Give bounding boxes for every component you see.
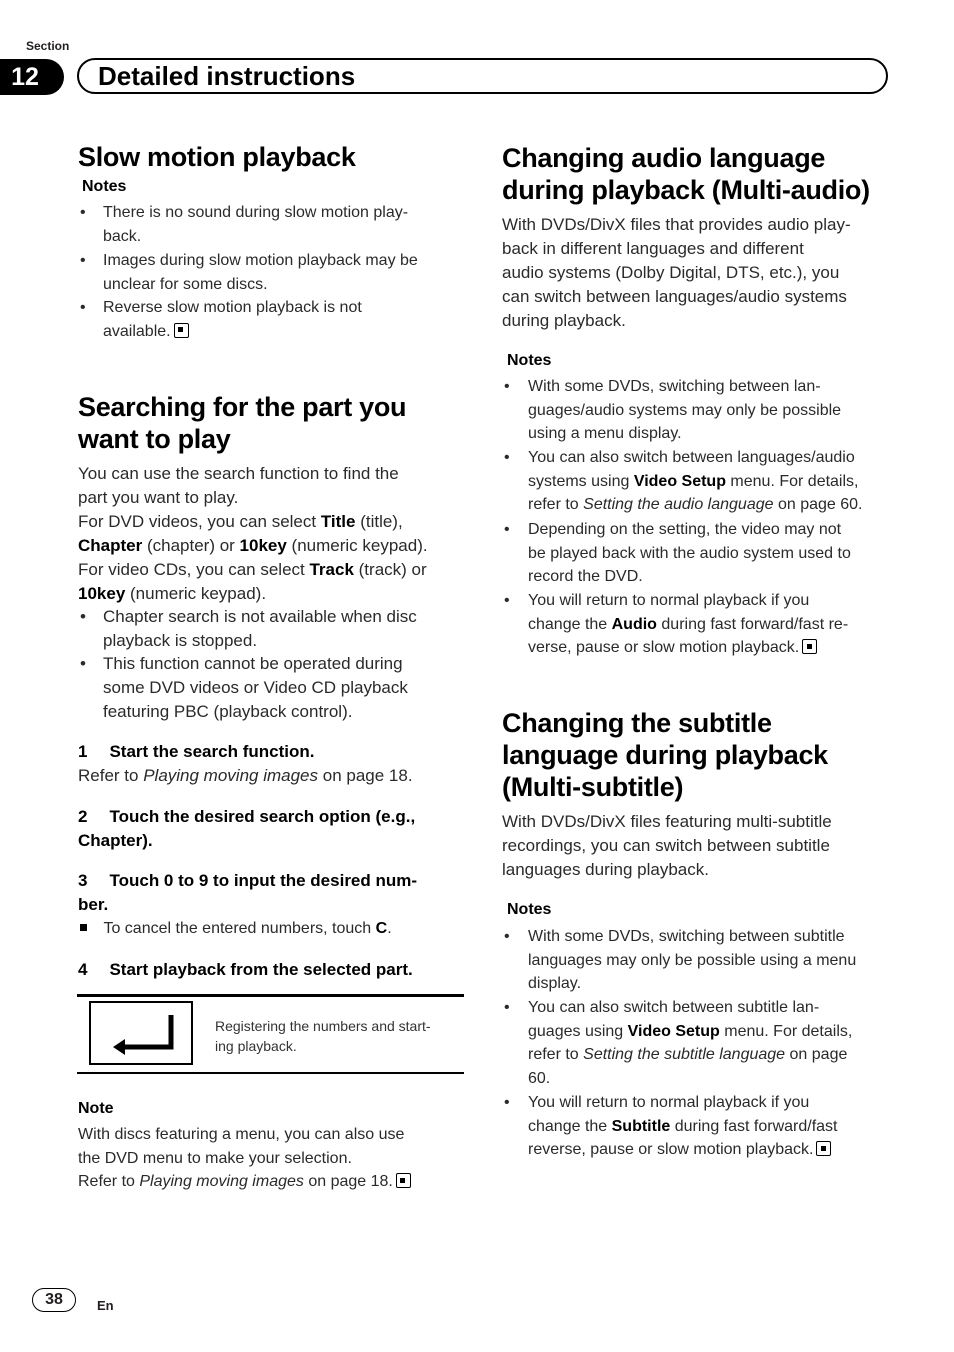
- step-1-ref: Refer to Playing moving images on page 18.: [78, 766, 413, 785]
- stop-icon: [802, 639, 817, 654]
- list-item: • Images during slow motion playback may be unclear for some discs.: [80, 252, 418, 293]
- heading-slow-motion: Slow motion playback: [78, 142, 356, 172]
- table-rule-top: [77, 994, 464, 997]
- list-item: • Reverse slow motion playback is not available.: [80, 299, 362, 340]
- header-title: Detailed instructions: [98, 61, 356, 91]
- heading-audio-language: Changing audio language during playback (Multi-audio): [502, 143, 870, 205]
- subtitle-intro: With DVDs/DivX files featuring multi-subtitle recordings, you can switch between subtitle languages during playback.: [502, 812, 832, 879]
- step-3-subnote: To cancel the entered numbers, touch C.: [80, 917, 470, 941]
- list-item: • You can also switch between subtitle lan- guages using Video Setup menu. For details, refer to Setting the subtitle language on page 60.: [504, 999, 853, 1087]
- step-4-title: 4 Start playback from the selected part.: [78, 960, 413, 979]
- stop-icon: [816, 1141, 831, 1156]
- enter-arrow-icon: [91, 1003, 191, 1063]
- square-bullet-icon: [80, 924, 87, 931]
- key-description: Registering the numbers and start- ing playback.: [215, 1018, 431, 1054]
- step-2-title: 2 Touch the desired search option (e.g., Chapter).: [78, 807, 416, 850]
- language-code: En: [97, 1298, 114, 1313]
- list-item: • This function cannot be operated during some DVD videos or Video CD playback featuring PBC (playback control).: [80, 654, 408, 721]
- note-heading: Note: [78, 1100, 114, 1117]
- page-number: 38: [32, 1288, 76, 1312]
- list-item: • There is no sound during slow motion play- back.: [80, 204, 409, 245]
- list-item: • With some DVDs, switching between subtitle languages may only be possible using a menu display.: [504, 928, 857, 993]
- notes-heading: Notes: [507, 901, 552, 918]
- audio-intro: With DVDs/DivX files that provides audio play- back in different languages and different audio systems (Dolby Digital, DTS, etc.), you can switch between languages/audio systems during playback.: [502, 215, 851, 330]
- notes-heading: Notes: [82, 178, 127, 195]
- stop-icon: [396, 1173, 411, 1188]
- heading-searching: Searching for the part you want to play: [78, 392, 407, 454]
- section-number-badge: 12: [0, 59, 64, 95]
- step-1-title: 1 Start the search function.: [78, 742, 315, 761]
- stop-icon: [174, 323, 189, 338]
- heading-subtitle-language: Changing the subtitle language during playback (Multi-subtitle): [502, 708, 828, 802]
- table-rule-bottom: [77, 1072, 464, 1074]
- list-item: • You can also switch between languages/audio systems using Video Setup menu. For details, refer to Setting the audio language on page 60.: [504, 449, 863, 514]
- search-intro: You can use the search function to find the part you want to play. For DVD videos, you can select Title (title), Chapter (chapter) or 10key (numeric keypad). For video CDs, you can select Track (track) or 10key (numeric keypad).: [78, 464, 428, 603]
- list-item: • Depending on the setting, the video may not be played back with the audio system used to record the DVD.: [504, 521, 851, 586]
- list-item: • You will return to normal playback if you change the Audio during fast forward/fast re- verse, pause or slow motion playback.: [504, 592, 849, 657]
- list-item: • With some DVDs, switching between lan- guages/audio systems may only be possible using a menu display.: [504, 378, 842, 443]
- list-item: • Chapter search is not available when disc playback is stopped.: [80, 607, 417, 650]
- list-item: • You will return to normal playback if you change the Subtitle during fast forward/fast reverse, pause or slow motion playback.: [504, 1094, 838, 1159]
- notes-heading: Notes: [507, 352, 552, 369]
- enter-key-image: [89, 1001, 193, 1065]
- note-text: With discs featuring a menu, you can also use the DVD menu to make your selection. Refer to Playing moving images on page 18.: [78, 1123, 468, 1194]
- section-label: Section: [26, 39, 70, 53]
- step-3-title: 3 Touch 0 to 9 to input the desired num- ber.: [78, 871, 418, 914]
